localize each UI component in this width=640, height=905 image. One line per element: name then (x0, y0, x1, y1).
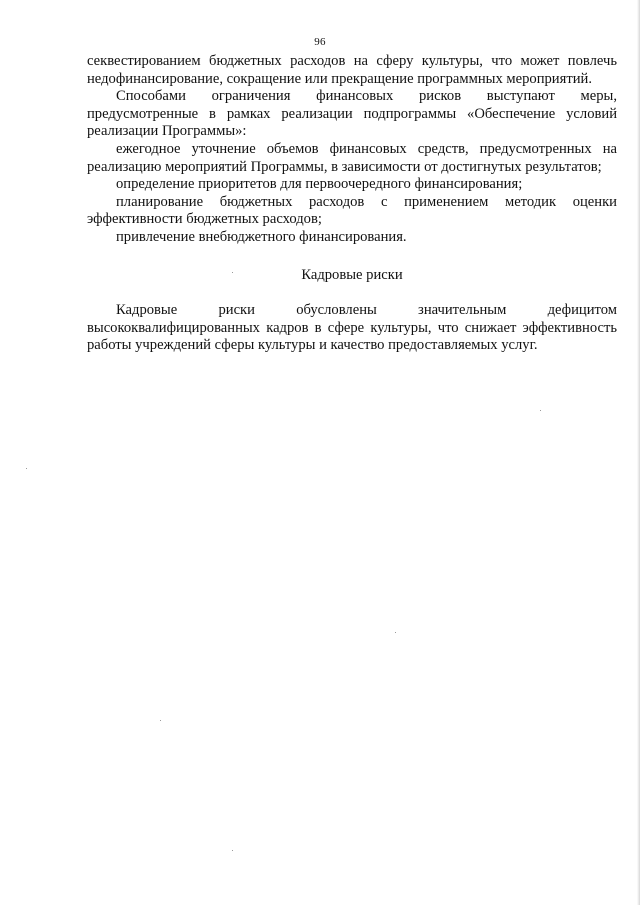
paragraph-personnel-risks: Кадровые риски обусловлены значительным дефицитом высококвалифицированных кадров в сфере культуры, что снижает эффективность работы учреждений сферы культуры и качество предоставляемых услуг. (87, 302, 617, 354)
scan-speck (26, 468, 27, 469)
paragraph-budget-sequestration: секвестированием бюджетных расходов на сферу культуры, что может повлечь недофинансирование, сокращение или прекращение программных мероприятий. (87, 53, 617, 87)
section-heading-personnel-risks: Кадровые риски (301, 266, 403, 283)
page-number: 96 (314, 36, 326, 48)
spacer (87, 247, 617, 267)
paragraph-extrabudgetary-funding: привлечение внебюджетного финансирования. (116, 228, 407, 245)
scan-speck (160, 720, 161, 721)
scan-speck (232, 272, 233, 273)
scan-speck (232, 850, 233, 851)
page-content (87, 53, 617, 355)
spacer (87, 284, 617, 302)
paragraph-budget-planning: планирование бюджетных расходов с применением методик оценки эффективности бюджетных расходов; (87, 193, 617, 228)
paragraph-risk-mitigation-intro: Способами ограничения финансовых рисков выступают меры, предусмотренные в рамках реализации подпрограммы «Обеспечение условий реализации Программы»: (87, 88, 617, 140)
scan-speck (395, 632, 396, 633)
paragraph-priority-definition: определение приоритетов для первоочередного финансирования; (116, 176, 523, 193)
paragraph-annual-refinement: ежегодное уточнение объемов финансовых средств, предусмотренных на реализацию мероприятий Программы, в зависимости от достигнутых результатов; (87, 140, 617, 175)
scan-speck (540, 410, 541, 411)
